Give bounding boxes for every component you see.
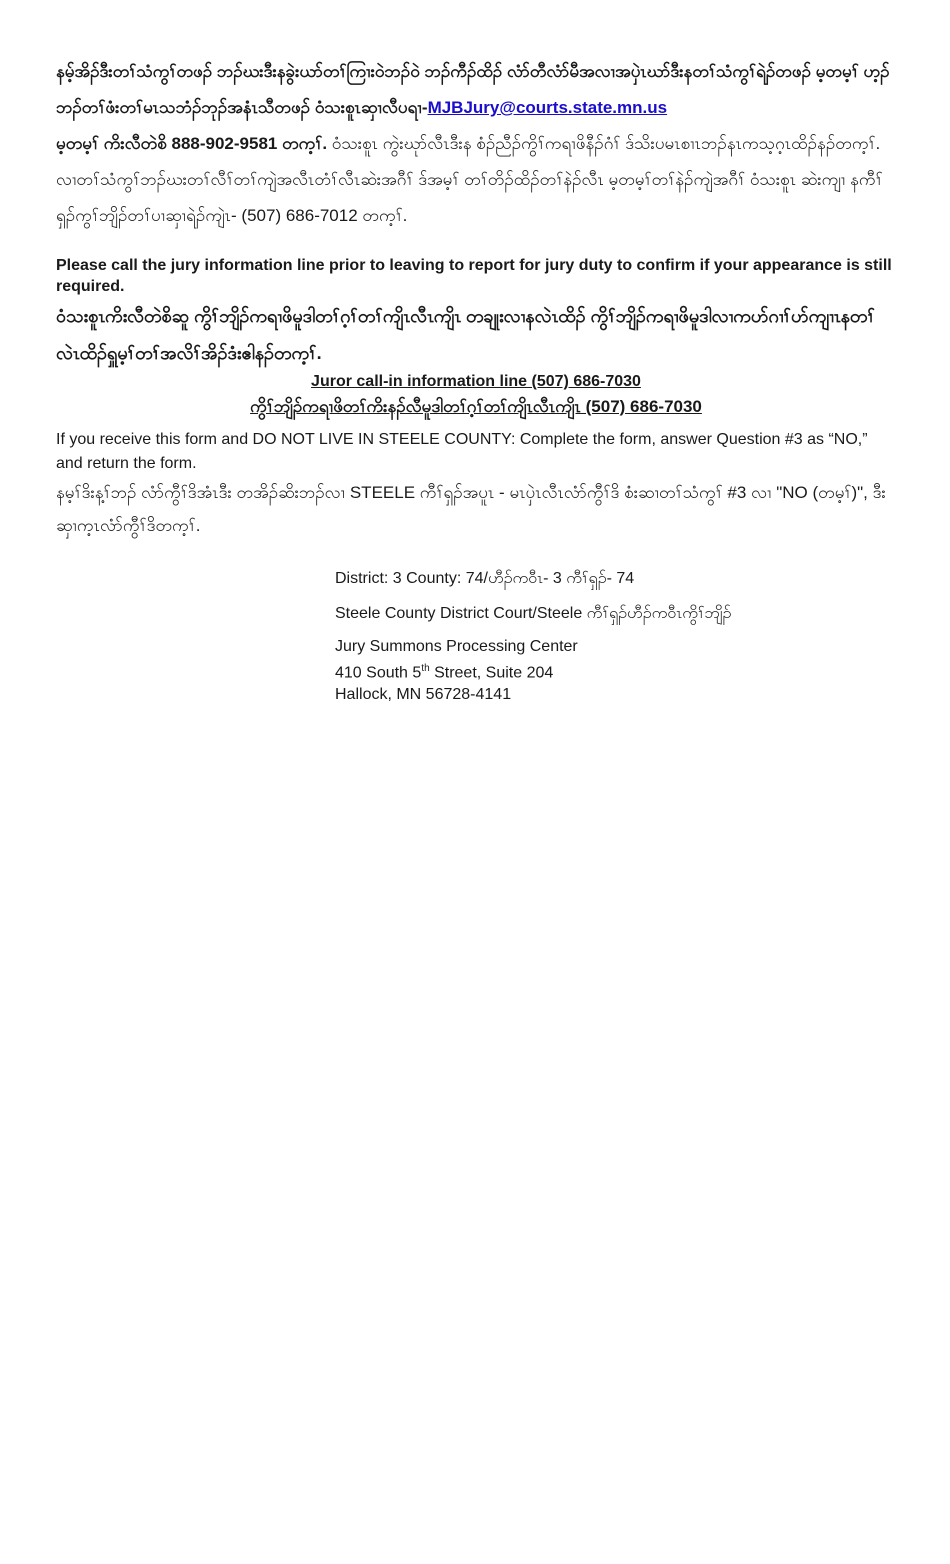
contact-instructions-karen: [56, 54, 896, 234]
callin-line-karen: ကွိၢ်ဘျိၣ်ကရၢဖိတၢ်ကိးနၣ်လီမူဒါတၢ်ဂ့ၢ်တၢ်ကျိၤလီၤကျိၤ (507) 686-7030: [250, 397, 702, 416]
street-address: 410 South 5th Street, Suite 204: [335, 663, 554, 682]
non-resident-instructions-english: If you receive this form and DO NOT LIVE IN STEELE COUNTY: Complete the form, answer Question #3 as “NO,” and return the form.: [56, 431, 868, 472]
city-state-zip: Hallock, MN 56728-4141: [335, 686, 512, 704]
call-instructions-karen: ဝံသးစူၤကိးလီတဲစိဆူ ကွိၢ်ဘျိၣ်ကရၢဖိမူဒါတၢ်ဂ့ၢ်တၢ်ကျိၤလီၤကျိၤ တချုးလၢနလဲၤထိၣ် ကွိၢ်ဘျိၣ်ကရၢဖိမူဒါလၢကဟ်ဂၢၢ်ဟ်ကျၢၤနတၢ်လဲၤထိၣ်ရှူမ့ၢ်တၢ်အလိၢ်အိၣ်ဒံးဧါနၣ်တက့ၢ်.: [56, 306, 875, 363]
processing-center: Jury Summons Processing Center: [335, 638, 578, 655]
non-resident-instructions-karen: နမ့ၢ်ဒိးန့ၢ်ဘၣ် လံာ်ကွီၢ်ဒိအံၤဒီး တအိၣ်ဆိးဘၣ်လၢ STEELE ကီၢ်ရှၣ်အပူၤ - မၤပှဲၤလီၤလံာ်ကွီၢ်ဒိ စံးဆၢတၢ်သံကွၢ် #3 လၢ "NO (တမ့ၢ်)", ဒီးဆှၢက့ၤလံာ်ကွီၢ်ဒိတက့ၢ်.: [56, 483, 886, 535]
mailing-address: [335, 636, 915, 706]
call-instructions-english: Please call the jury information line prior to leaving to report for jury duty to confirm if your appearance is still required.: [56, 257, 892, 295]
district-county-line: District: 3 County: 74/ဟီၣ်ကဝီၤ- 3 ကီၢ်ရှၣ်- 74: [335, 570, 635, 587]
email-link[interactable]: MJBJury@courts.state.mn.us: [427, 98, 668, 117]
contact-intro: နမ့်အိၣ်ဒီးတၢ်သံကွၢ်တဖၣ် ဘၣ်ဃးဒီးနခွဲးယာ်တၢ်ကြၢးဝဲဘၣ်ဝဲ ဘၣ်ကီၣ်ထိၣ် လံာ်တီလံာ်မီအလၢအပှဲၤဃာ်ဒီးနတၢ်သံကွၢ်ရဲၣ်တဖၣ် မ့တမ့ၢ် ဟ့ၣ်ဘၣ်တၢ်ဖံးတၢ်မၤသဘံၣ်ဘုၣ်အနံၤသီတဖၣ် ဝံသးစူၤဆှၢလီပရၢ-: [56, 62, 890, 117]
contact-details: ဝံသးစူၤ ကွဲးဃုာ်လီၤဒီးန စံၣ်ညီၣ်ကွိၢ်ကရၢဖိနီၣ်ဂံၢ် ဒ်သိးပမၤစၢၤဘၣ်နၤကသ့ဂ့ၤထိၣ်နၣ်တက့ၢ်. လၢတၢ်သံကွၢ်ဘၣ်ဃးတၢ်လီၢ်တၢ်ကျဲအလီၤတံၢ်လီၤဆဲးအဂီၢ် ဒ်အမ့ၢ် တၢ်တိၣ်ထိၣ်တၢ်နဲၣ်လီၤ မ့တမ့ၢ်တၢ်နဲၣ်ကျဲအဂီၢ် ဝံသးစူၤ ဆဲးကျၢ နကီၢ်ရှၣ်ကွၢ်ဘျိၣ်တၢ်ပၢဆှၢရဲၣ်ကျဲၤ- (507) 686-7012 တက့ၢ်.: [56, 134, 883, 225]
court-name: Steele County District Court/Steele ကီၢ်ရှၣ်ဟီၣ်ကဝီၤကွိၢ်ဘျိၣ်: [335, 605, 732, 622]
phone-line: မ့တမ့ၢ် ကိးလီတဲစိ 888-902-9581 တက့ၢ်.: [56, 134, 328, 153]
callin-line-english: Juror call-in information line (507) 686-7030: [311, 373, 641, 390]
